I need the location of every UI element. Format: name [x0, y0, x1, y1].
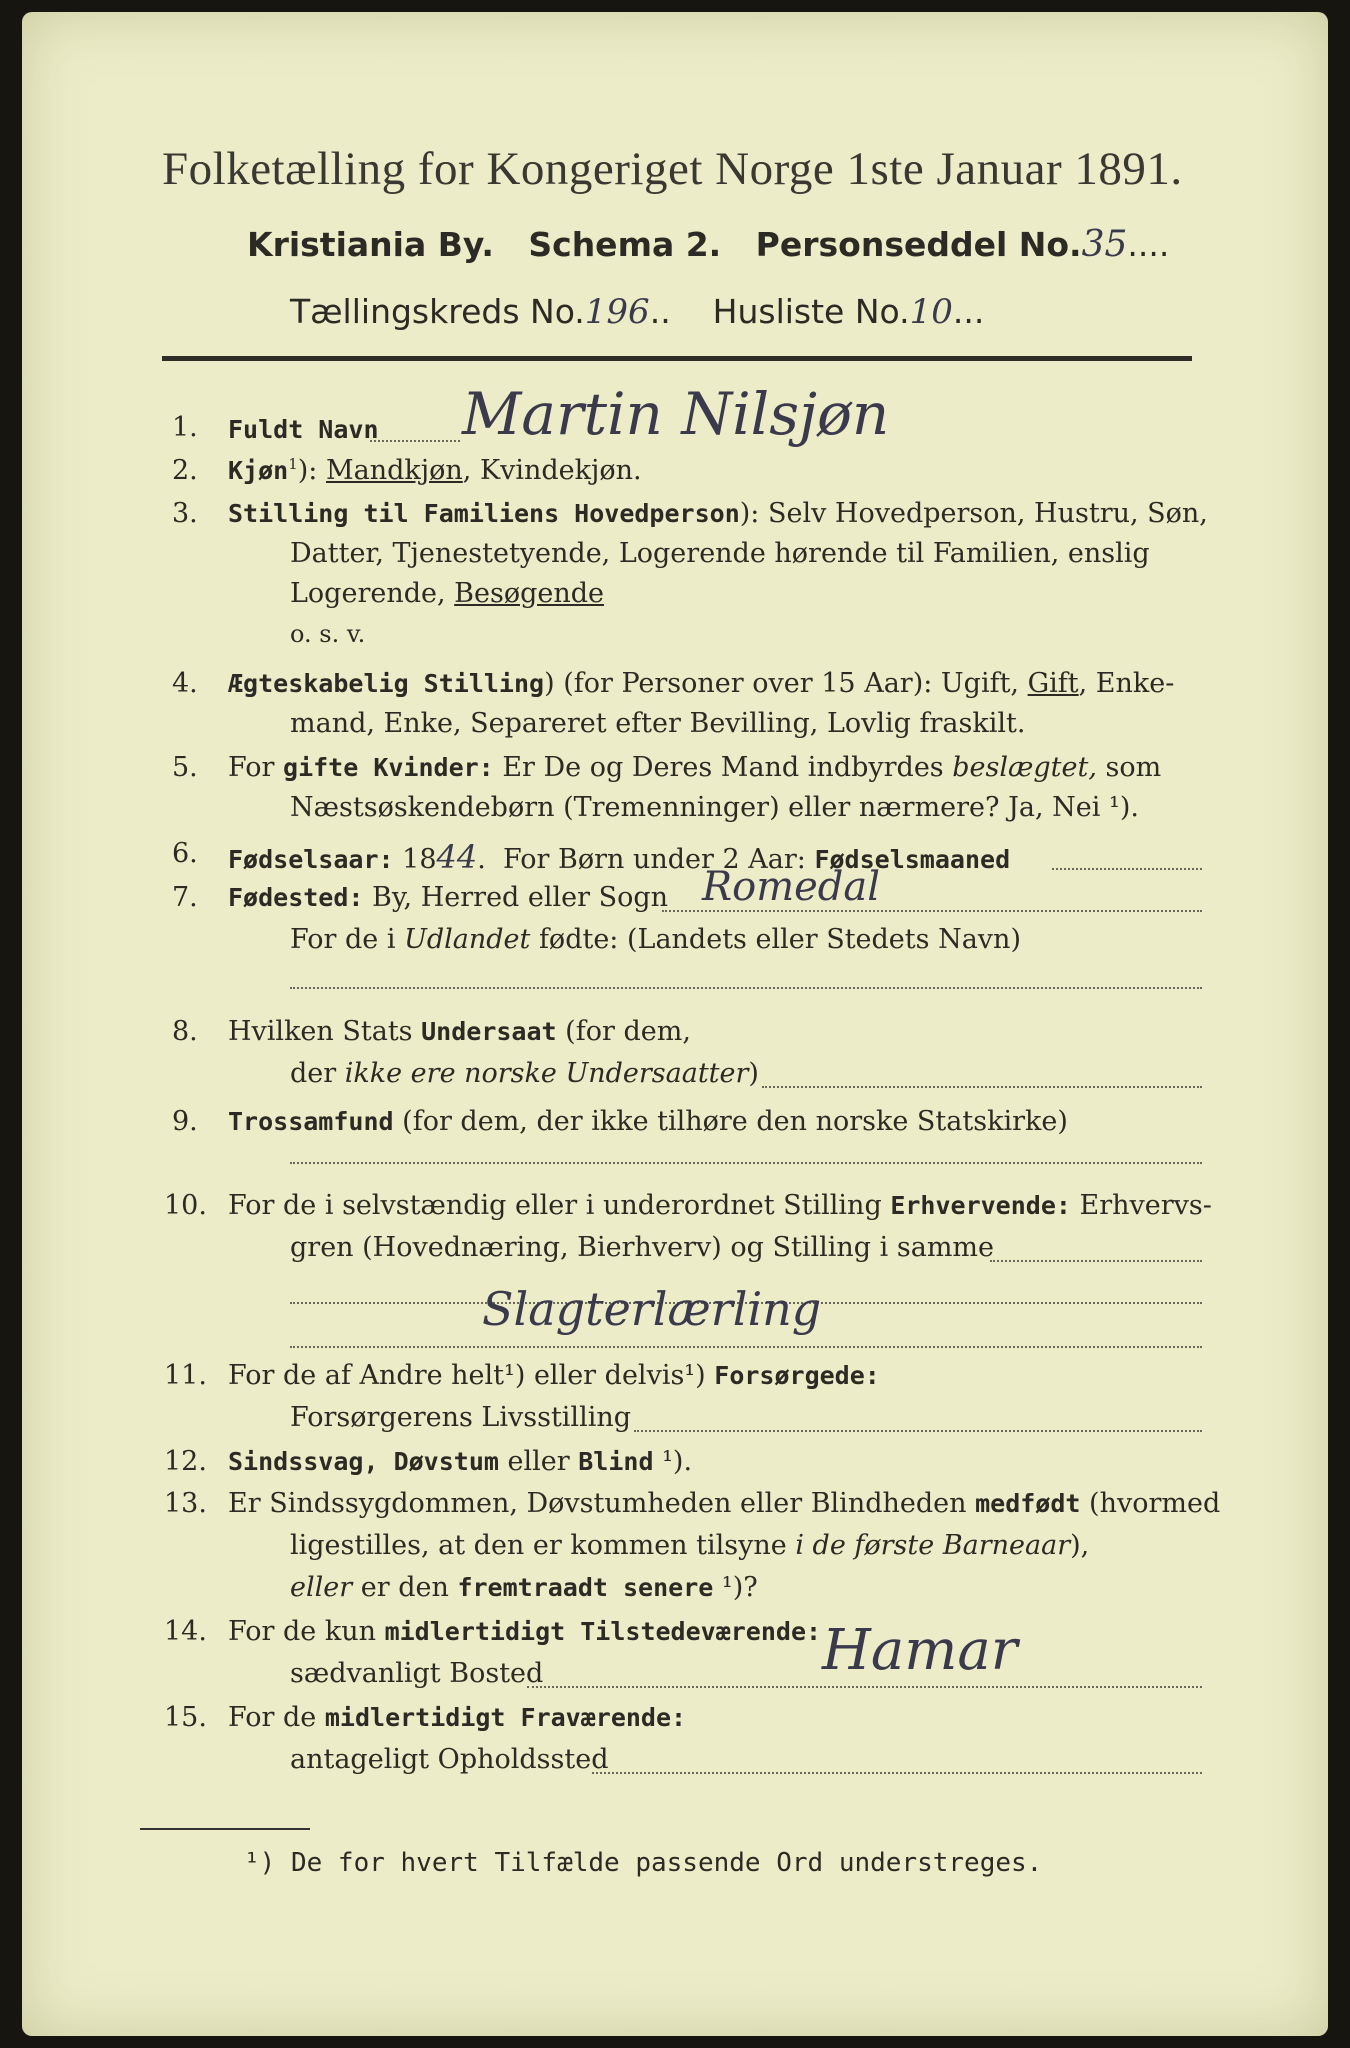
- temporary-absent-line2: antageligt Opholdssted: [290, 1744, 609, 1775]
- item-number: 3.: [172, 498, 198, 529]
- item-number: 7.: [172, 882, 198, 913]
- field-occupation: For de i selvstændig eller i underordnet Stilling Erhvervende: Erhvervs-: [228, 1190, 1212, 1221]
- form-title: Folketælling for Kongeriget Norge 1ste Januar 1891.: [162, 143, 1183, 195]
- city: Kristiania By.: [247, 225, 494, 264]
- item-number: 12.: [164, 1446, 207, 1477]
- field-supported: For de af Andre helt¹) eller delvis¹) Forsørgede:: [228, 1360, 880, 1391]
- kreds-label: Tællingskreds No.: [290, 292, 585, 331]
- item-number: 1.: [172, 412, 198, 443]
- item-number: 15.: [164, 1702, 207, 1733]
- dotted-line: [290, 1346, 1202, 1348]
- footnote: ¹) De for hvert Tilfælde passende Ord understreges.: [244, 1848, 1043, 1878]
- kreds-line: Tællingskreds No.196.. Husliste No.10...: [290, 292, 985, 332]
- field-sex: Kjøn$^1$): Mandkjøn, Kvindekjøn.: [228, 455, 642, 486]
- header-rule: [162, 356, 1192, 361]
- husliste-label: Husliste No.: [712, 292, 910, 331]
- personseddel-label: Personseddel No.: [755, 225, 1082, 264]
- dotted-line: [1052, 868, 1202, 870]
- field-full-name-value: Martin Nilsjøn: [462, 380, 890, 448]
- dotted-line: [990, 1260, 1202, 1262]
- dotted-line: [290, 987, 1202, 989]
- item-number: 6.: [172, 838, 198, 869]
- item-number: 11.: [164, 1360, 207, 1391]
- schema: Schema 2.: [528, 225, 722, 264]
- dotted-line: [370, 440, 460, 442]
- occupation-line2: gren (Hovednæring, Bierhverv) og Stilling i samme: [290, 1232, 995, 1263]
- temporary-present-line2: sædvanligt Bosted: [290, 1658, 544, 1689]
- birth-year-value: 44: [436, 838, 478, 876]
- schema-line: Kristiania By. Schema 2. Personseddel No.35....: [247, 224, 1170, 265]
- field-temporary-absent: For de midlertidigt Fraværende:: [228, 1702, 687, 1733]
- dotted-line: [290, 1162, 1202, 1164]
- field-full-name-label: Fuldt Navn: [228, 415, 379, 444]
- item-number: 2.: [172, 455, 198, 486]
- household-position-line2: Datter, Tjenestetyende, Logerende hørende til Familien, enslig: [290, 538, 1150, 569]
- household-position-line4: o. s. v.: [290, 620, 366, 648]
- besogende-underlined: Besøgende: [454, 578, 605, 609]
- usual-residence-value: Hamar: [822, 1618, 1018, 1683]
- field-citizenship: Hvilken Stats Undersaat (for dem,: [228, 1016, 691, 1047]
- dotted-line: [662, 910, 1202, 912]
- husliste-number: 10: [909, 292, 953, 332]
- item-number: 14.: [164, 1616, 207, 1647]
- dotted-line: [592, 1772, 1202, 1774]
- census-form: [22, 12, 1328, 2036]
- kreds-number: 196: [584, 292, 650, 332]
- field-birthplace: Fødested: By, Herred eller Sogn: [228, 882, 669, 913]
- supported-line2: Forsørgerens Livsstilling: [290, 1402, 632, 1433]
- field-household-position: Stilling til Familiens Hovedperson): Selv Hovedperson, Hustru, Søn,: [228, 498, 1208, 529]
- field-birth-year: Fødselsaar: 1844. For Børn under 2 Aar: Fødselsmaaned: [228, 838, 1011, 876]
- sex-male-underlined: Mandkjøn: [325, 455, 463, 486]
- disability-onset-line2: ligestilles, at den er kommen tilsyne i de første Barneaar),: [290, 1530, 1090, 1561]
- citizenship-line2: der ikke ere norske Undersaatter): [290, 1058, 759, 1089]
- dotted-line: [762, 1086, 1202, 1088]
- item-number: 4.: [172, 668, 198, 699]
- occupation-value: Slagterlærling: [482, 1282, 822, 1336]
- birthplace-value: Romedal: [702, 864, 881, 910]
- dotted-line: [527, 1686, 1202, 1688]
- birthplace-line2: For de i Udlandet fødte: (Landets eller Stedets Navn): [290, 924, 1021, 955]
- married-women-line2: Næstsøskendebørn (Tremenninger) eller nærmere? Ja, Nei ¹).: [290, 792, 1139, 823]
- personseddel-number: 35: [1081, 224, 1128, 265]
- marital-status-line2: mand, Enke, Separeret efter Bevilling, Lovlig fraskilt.: [290, 708, 1026, 739]
- footnote-rule: [140, 1828, 310, 1830]
- field-religion: Trossamfund (for dem, der ikke tilhøre den norske Statskirke): [228, 1106, 1068, 1137]
- household-position-line3: Logerende, Besøgende: [290, 578, 605, 609]
- field-disability: Sindssvag, Døvstum eller Blind ¹).: [228, 1446, 693, 1477]
- item-number: 5.: [172, 752, 198, 783]
- field-marital-status: Ægteskabelig Stilling) (for Personer over 15 Aar): Ugift, Gift, Enke-: [228, 668, 1175, 699]
- disability-onset-line3: eller er den fremtraadt senere ¹)?: [290, 1572, 758, 1603]
- item-number: 13.: [164, 1488, 207, 1519]
- dotted-line: [634, 1430, 1202, 1432]
- item-number: 9.: [172, 1106, 198, 1137]
- item-number: 10.: [164, 1190, 207, 1221]
- gift-underlined: Gift: [1027, 668, 1079, 699]
- field-disability-onset: Er Sindssygdommen, Døvstumheden eller Blindheden medfødt (hvormed: [228, 1488, 1221, 1519]
- item-number: 8.: [172, 1016, 198, 1047]
- field-married-women: For gifte Kvinder: Er De og Deres Mand indbyrdes beslægtet, som: [228, 752, 1162, 783]
- field-temporary-present: For de kun midlertidigt Tilstedeværende:: [228, 1616, 822, 1647]
